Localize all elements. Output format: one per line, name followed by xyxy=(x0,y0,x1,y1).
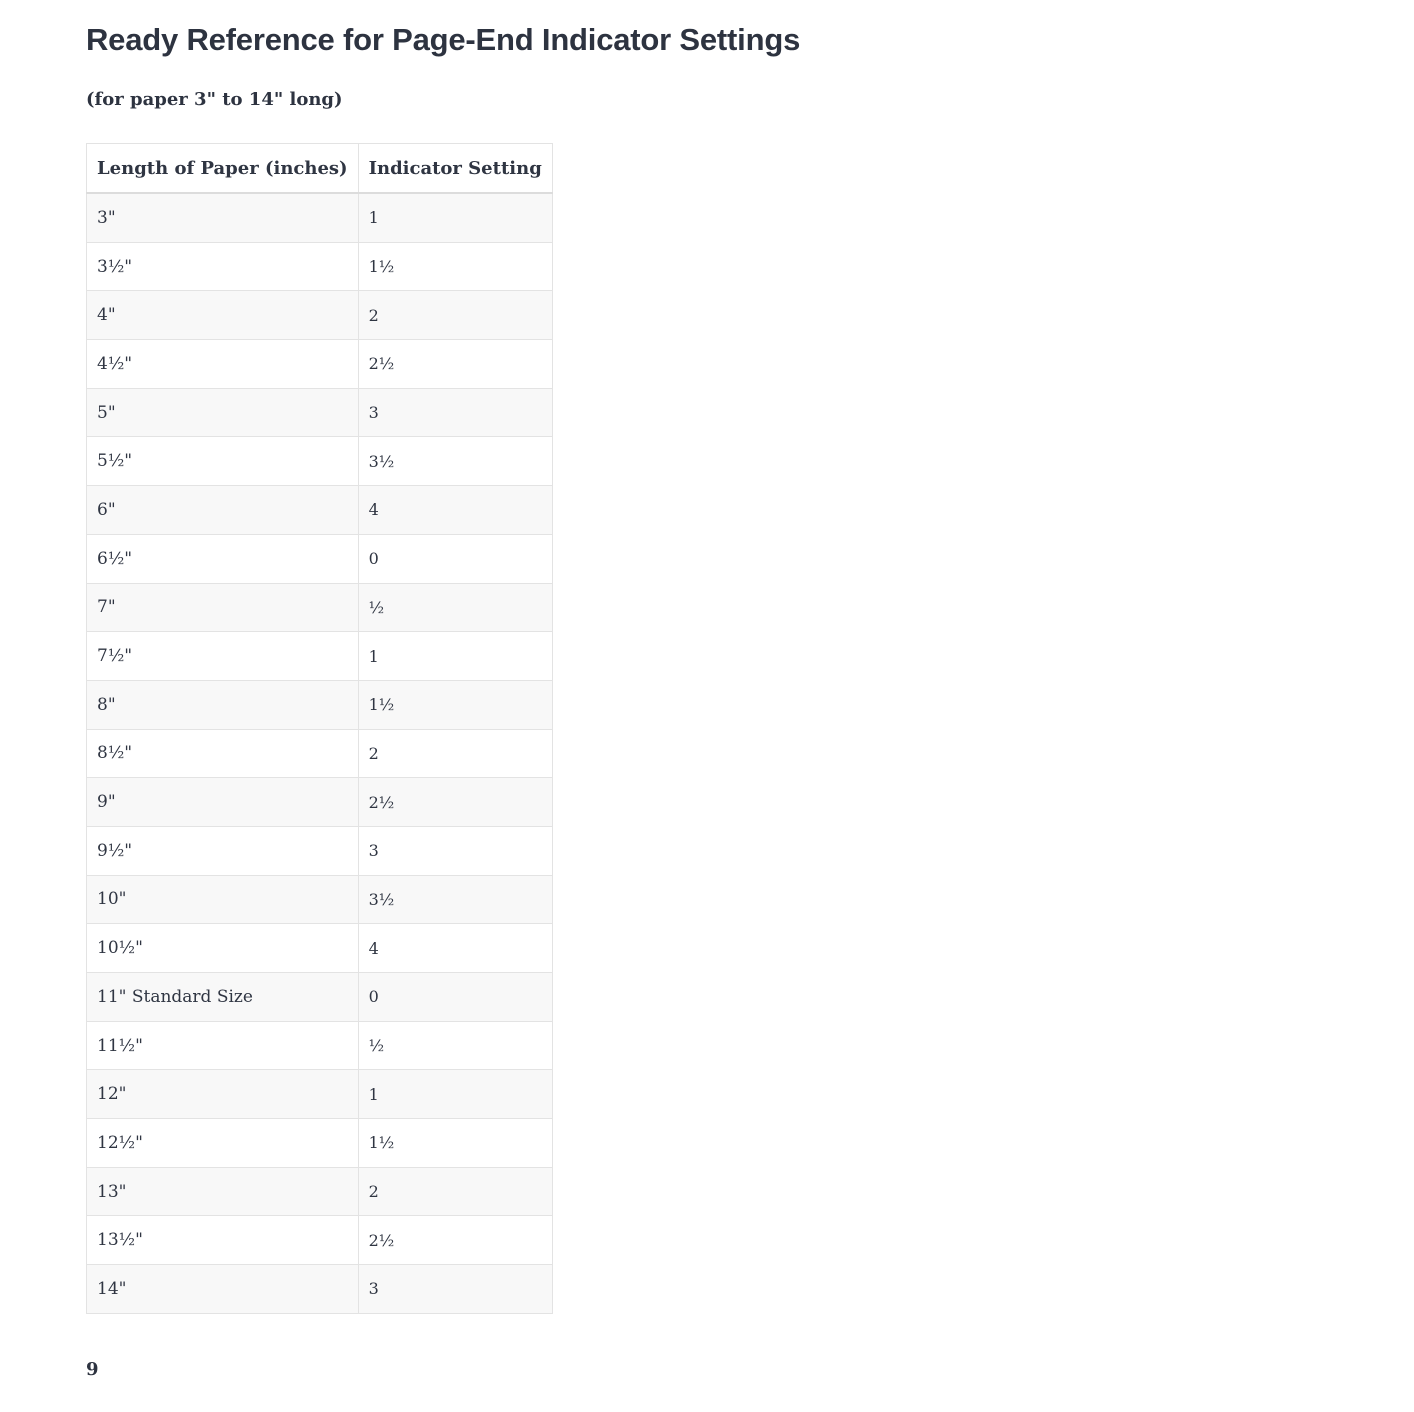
table-row xyxy=(87,1070,553,1119)
table-row xyxy=(87,486,553,535)
table-row xyxy=(87,193,553,242)
indicator-setting-cell: 0 xyxy=(358,973,552,1022)
indicator-setting-cell: 2 xyxy=(358,1167,552,1216)
paper-length-cell: 8½" xyxy=(87,729,359,778)
table-row xyxy=(87,1119,553,1168)
table-row xyxy=(87,632,553,681)
table-row xyxy=(87,729,553,778)
column-header-length: Length of Paper (inches) xyxy=(87,144,359,194)
paper-length-cell: 4½" xyxy=(87,340,359,389)
table-row xyxy=(87,973,553,1022)
indicator-setting-cell: 3½ xyxy=(358,875,552,924)
paper-length-cell: 12" xyxy=(87,1070,359,1119)
indicator-setting-cell: 1½ xyxy=(358,1119,552,1168)
paper-length-cell: 13½" xyxy=(87,1216,359,1265)
paper-length-cell: 7" xyxy=(87,583,359,632)
paper-length-cell: 6" xyxy=(87,486,359,535)
indicator-setting-cell: 2½ xyxy=(358,778,552,827)
table-row xyxy=(87,1167,553,1216)
indicator-setting-cell: 4 xyxy=(358,924,552,973)
table-header xyxy=(87,144,553,194)
table-row xyxy=(87,388,553,437)
indicator-setting-cell: ½ xyxy=(358,583,552,632)
table-row xyxy=(87,242,553,291)
indicator-setting-cell: 3 xyxy=(358,388,552,437)
paper-length-cell: 5" xyxy=(87,388,359,437)
paper-length-cell: 9" xyxy=(87,778,359,827)
paper-length-cell: 8" xyxy=(87,680,359,729)
paper-length-cell: 11½" xyxy=(87,1021,359,1070)
table-row xyxy=(87,340,553,389)
paper-length-cell: 10" xyxy=(87,875,359,924)
indicator-setting-cell: 0 xyxy=(358,534,552,583)
indicator-setting-cell: 1 xyxy=(358,1070,552,1119)
table-row xyxy=(87,534,553,583)
page-title: Ready Reference for Page-End Indicator Settings xyxy=(86,22,801,57)
paper-length-cell: 3" xyxy=(87,193,359,242)
table-header-row xyxy=(87,144,553,194)
indicator-settings-table xyxy=(86,143,553,1314)
table-body xyxy=(87,193,553,1313)
table-row xyxy=(87,778,553,827)
indicator-setting-cell: 3 xyxy=(358,1265,552,1314)
page-subtitle: (for paper 3" to 14" long) xyxy=(86,89,343,110)
paper-length-cell: 11" Standard Size xyxy=(87,973,359,1022)
paper-length-cell: 14" xyxy=(87,1265,359,1314)
table-row xyxy=(87,583,553,632)
column-header-setting: Indicator Setting xyxy=(358,144,552,194)
paper-length-cell: 3½" xyxy=(87,242,359,291)
indicator-setting-cell: 2½ xyxy=(358,340,552,389)
indicator-setting-cell: 4 xyxy=(358,486,552,535)
indicator-setting-cell: 1 xyxy=(358,632,552,681)
table-row xyxy=(87,875,553,924)
table-row xyxy=(87,680,553,729)
indicator-setting-cell: 1½ xyxy=(358,242,552,291)
indicator-setting-cell: 3 xyxy=(358,826,552,875)
paper-length-cell: 6½" xyxy=(87,534,359,583)
table-row xyxy=(87,924,553,973)
indicator-setting-cell: 1½ xyxy=(358,680,552,729)
table-row xyxy=(87,1265,553,1314)
indicator-setting-cell: 1 xyxy=(358,193,552,242)
paper-length-cell: 5½" xyxy=(87,437,359,486)
table-row xyxy=(87,1216,553,1265)
table-row xyxy=(87,437,553,486)
indicator-setting-cell: 2 xyxy=(358,291,552,340)
page-number: 9 xyxy=(86,1359,99,1380)
paper-length-cell: 10½" xyxy=(87,924,359,973)
indicator-setting-cell: 2½ xyxy=(358,1216,552,1265)
paper-length-cell: 9½" xyxy=(87,826,359,875)
indicator-setting-cell: 2 xyxy=(358,729,552,778)
table-row xyxy=(87,826,553,875)
paper-length-cell: 4" xyxy=(87,291,359,340)
indicator-setting-cell: ½ xyxy=(358,1021,552,1070)
paper-length-cell: 12½" xyxy=(87,1119,359,1168)
table-row xyxy=(87,291,553,340)
paper-length-cell: 7½" xyxy=(87,632,359,681)
table-row xyxy=(87,1021,553,1070)
indicator-setting-cell: 3½ xyxy=(358,437,552,486)
paper-length-cell: 13" xyxy=(87,1167,359,1216)
